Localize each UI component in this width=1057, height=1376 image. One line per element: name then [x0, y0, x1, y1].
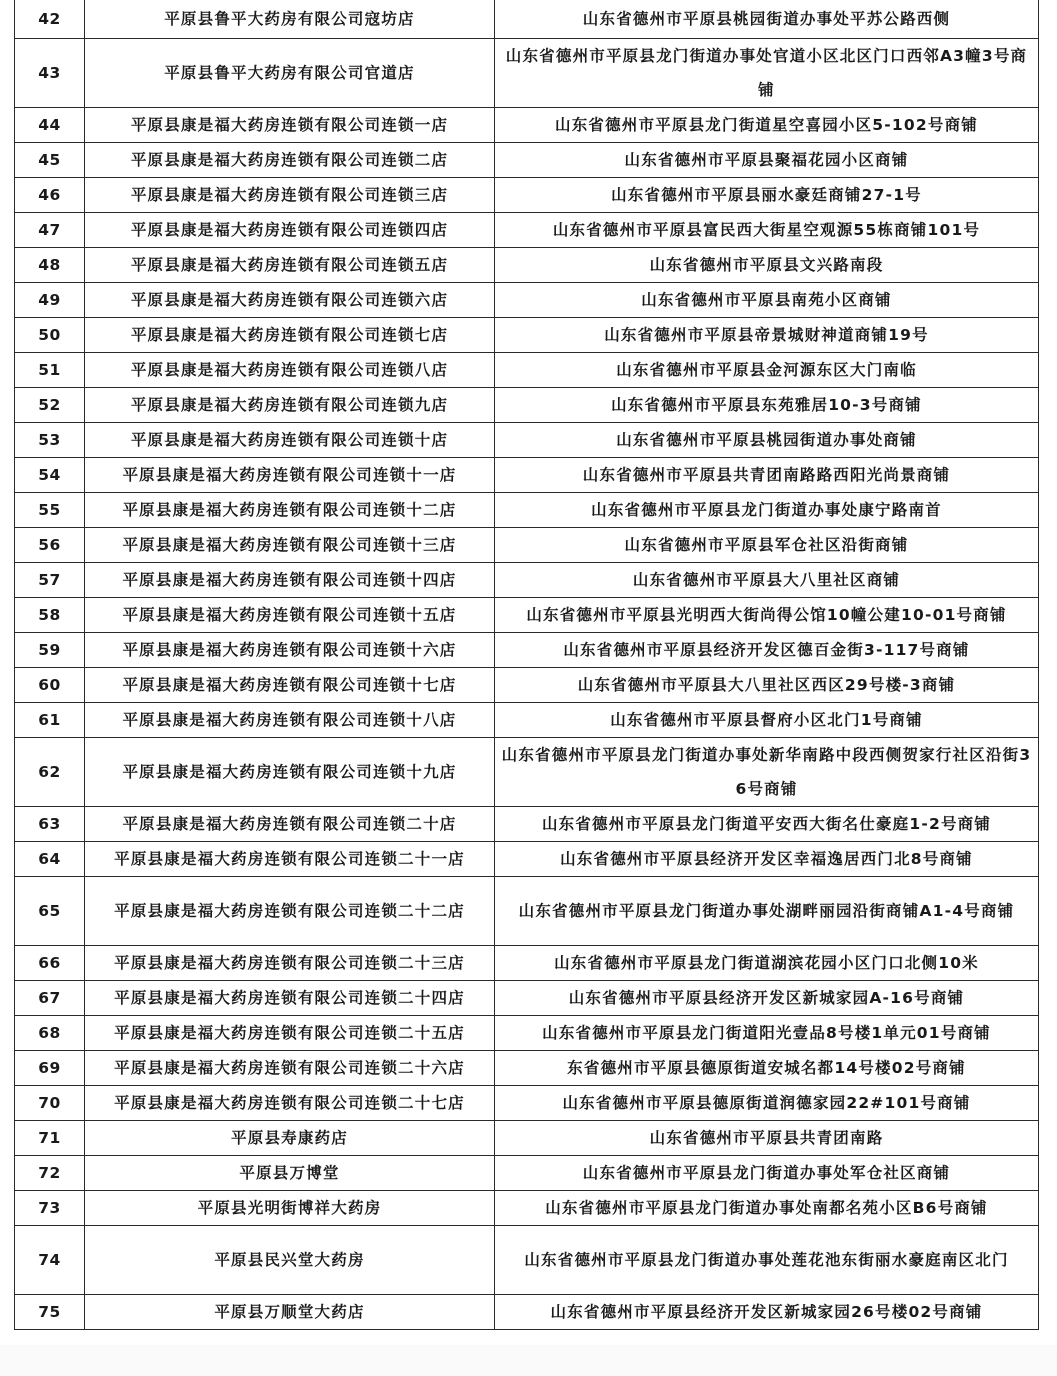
- pharmacy-name: 平原县鲁平大药房有限公司寇坊店: [85, 0, 495, 39]
- pharmacy-name: 平原县康是福大药房连锁有限公司连锁二十二店: [85, 877, 495, 946]
- table-row: [15, 39, 1039, 108]
- row-number: 62: [15, 738, 85, 807]
- table-row: [15, 877, 1039, 946]
- pharmacy-name: 平原县康是福大药房连锁有限公司连锁十九店: [85, 738, 495, 807]
- pharmacy-address: 山东省德州市平原县经济开发区新城家园A-16号商铺: [495, 981, 1039, 1016]
- pharmacy-name: 平原县康是福大药房连锁有限公司连锁二十六店: [85, 1051, 495, 1086]
- row-number: 71: [15, 1121, 85, 1156]
- pharmacy-name: 平原县康是福大药房连锁有限公司连锁二十一店: [85, 842, 495, 877]
- pharmacy-name: 平原县康是福大药房连锁有限公司连锁二十店: [85, 807, 495, 842]
- pharmacy-address: 山东省德州市平原县共青团南路: [495, 1121, 1039, 1156]
- pharmacy-name: 平原县鲁平大药房有限公司官道店: [85, 39, 495, 108]
- table-row: [15, 668, 1039, 703]
- row-number: 44: [15, 108, 85, 143]
- row-number: 66: [15, 946, 85, 981]
- table-row: [15, 248, 1039, 283]
- row-number: 67: [15, 981, 85, 1016]
- pharmacy-address: 东省德州市平原县德原街道安城名都14号楼02号商铺: [495, 1051, 1039, 1086]
- pharmacy-name: 平原县康是福大药房连锁有限公司连锁二十四店: [85, 981, 495, 1016]
- pharmacy-name: 平原县康是福大药房连锁有限公司连锁四店: [85, 213, 495, 248]
- pharmacy-name: 平原县康是福大药房连锁有限公司连锁二十三店: [85, 946, 495, 981]
- row-number: 47: [15, 213, 85, 248]
- pharmacy-address: 山东省德州市平原县光明西大街尚得公馆10幢公建10-01号商铺: [495, 598, 1039, 633]
- pharmacy-address: 山东省德州市平原县文兴路南段: [495, 248, 1039, 283]
- table-row: [15, 1086, 1039, 1121]
- pharmacy-name: 平原县康是福大药房连锁有限公司连锁一店: [85, 108, 495, 143]
- table-row: [15, 807, 1039, 842]
- pharmacy-name: 平原县康是福大药房连锁有限公司连锁十六店: [85, 633, 495, 668]
- pharmacy-address: 山东省德州市平原县军仓社区沿街商铺: [495, 528, 1039, 563]
- pharmacy-address: 山东省德州市平原县经济开发区幸福逸居西门北8号商铺: [495, 842, 1039, 877]
- table-row: [15, 108, 1039, 143]
- row-number: 51: [15, 353, 85, 388]
- pharmacy-name: 平原县康是福大药房连锁有限公司连锁十八店: [85, 703, 495, 738]
- row-number: 43: [15, 39, 85, 108]
- table-row: [15, 1156, 1039, 1191]
- pharmacy-address: 山东省德州市平原县龙门街道办事处新华南路中段西侧贺家行社区沿街36号商铺: [495, 738, 1039, 807]
- pharmacy-address: 山东省德州市平原县龙门街道办事处湖畔丽园沿街商铺A1-4号商铺: [495, 877, 1039, 946]
- row-number: 63: [15, 807, 85, 842]
- row-number: 74: [15, 1226, 85, 1295]
- pharmacy-address: 山东省德州市平原县龙门街道办事处康宁路南首: [495, 493, 1039, 528]
- pharmacy-name: 平原县寿康药店: [85, 1121, 495, 1156]
- pharmacy-address: 山东省德州市平原县德原街道润德家园22#101号商铺: [495, 1086, 1039, 1121]
- pharmacy-name: 平原县康是福大药房连锁有限公司连锁二十五店: [85, 1016, 495, 1051]
- pharmacy-address: 山东省德州市平原县督府小区北门1号商铺: [495, 703, 1039, 738]
- pharmacy-name: 平原县康是福大药房连锁有限公司连锁十七店: [85, 668, 495, 703]
- pharmacy-name: 平原县康是福大药房连锁有限公司连锁五店: [85, 248, 495, 283]
- pharmacy-address: 山东省德州市平原县丽水豪廷商铺27-1号: [495, 178, 1039, 213]
- pharmacy-name: 平原县康是福大药房连锁有限公司连锁十四店: [85, 563, 495, 598]
- pharmacy-address: 山东省德州市平原县金河源东区大门南临: [495, 353, 1039, 388]
- pharmacy-address: 山东省德州市平原县龙门街道星空喜园小区5-102号商铺: [495, 108, 1039, 143]
- row-number: 60: [15, 668, 85, 703]
- pharmacy-address: 山东省德州市平原县桃园街道办事处商铺: [495, 423, 1039, 458]
- pharmacy-name: 平原县康是福大药房连锁有限公司连锁二十七店: [85, 1086, 495, 1121]
- row-number: 73: [15, 1191, 85, 1226]
- pharmacy-address: 山东省德州市平原县龙门街道办事处南都名苑小区B6号商铺: [495, 1191, 1039, 1226]
- row-number: 48: [15, 248, 85, 283]
- pharmacy-name: 平原县民兴堂大药房: [85, 1226, 495, 1295]
- table-row: [15, 633, 1039, 668]
- table-row: [15, 563, 1039, 598]
- row-number: 45: [15, 143, 85, 178]
- row-number: 70: [15, 1086, 85, 1121]
- row-number: 58: [15, 598, 85, 633]
- table-row: [15, 493, 1039, 528]
- pharmacy-name: 平原县康是福大药房连锁有限公司连锁三店: [85, 178, 495, 213]
- pharmacy-address: 山东省德州市平原县富民西大街星空观源55栋商铺101号: [495, 213, 1039, 248]
- pharmacy-name: 平原县康是福大药房连锁有限公司连锁十一店: [85, 458, 495, 493]
- pharmacy-address: 山东省德州市平原县大八里社区商铺: [495, 563, 1039, 598]
- table-row: [15, 946, 1039, 981]
- pharmacy-name: 平原县光明街博祥大药房: [85, 1191, 495, 1226]
- table-row: [15, 283, 1039, 318]
- table-row: [15, 388, 1039, 423]
- table-row: [15, 318, 1039, 353]
- pharmacy-address: 山东省德州市平原县帝景城财神道商铺19号: [495, 318, 1039, 353]
- table-row: [15, 528, 1039, 563]
- pharmacy-name: 平原县康是福大药房连锁有限公司连锁十三店: [85, 528, 495, 563]
- page-bottom-margin: [0, 1345, 1057, 1376]
- table-row: [15, 213, 1039, 248]
- pharmacy-address: 山东省德州市平原县龙门街道办事处莲花池东街丽水豪庭南区北门: [495, 1226, 1039, 1295]
- row-number: 50: [15, 318, 85, 353]
- pharmacy-name: 平原县万博堂: [85, 1156, 495, 1191]
- pharmacy-address: 山东省德州市平原县桃园街道办事处平苏公路西侧: [495, 0, 1039, 39]
- row-number: 57: [15, 563, 85, 598]
- table-row: [15, 1226, 1039, 1295]
- table-row: [15, 458, 1039, 493]
- table-row: [15, 703, 1039, 738]
- pharmacy-address: 山东省德州市平原县共青团南路路西阳光尚景商铺: [495, 458, 1039, 493]
- pharmacy-name: 平原县康是福大药房连锁有限公司连锁十二店: [85, 493, 495, 528]
- row-number: 68: [15, 1016, 85, 1051]
- table-row: [15, 1295, 1039, 1330]
- table-row: [15, 178, 1039, 213]
- row-number: 52: [15, 388, 85, 423]
- pharmacy-address: 山东省德州市平原县东苑雅居10-3号商铺: [495, 388, 1039, 423]
- table-row: [15, 1051, 1039, 1086]
- table-row: [15, 423, 1039, 458]
- pharmacy-address: 山东省德州市平原县聚福花园小区商铺: [495, 143, 1039, 178]
- row-number: 61: [15, 703, 85, 738]
- pharmacy-address: 山东省德州市平原县龙门街道阳光壹品8号楼1单元01号商铺: [495, 1016, 1039, 1051]
- pharmacy-address: 山东省德州市平原县龙门街道湖滨花园小区门口北侧10米: [495, 946, 1039, 981]
- pharmacy-name: 平原县康是福大药房连锁有限公司连锁十店: [85, 423, 495, 458]
- pharmacy-name: 平原县万顺堂大药店: [85, 1295, 495, 1330]
- row-number: 42: [15, 0, 85, 39]
- pharmacy-name: 平原县康是福大药房连锁有限公司连锁九店: [85, 388, 495, 423]
- row-number: 69: [15, 1051, 85, 1086]
- table-row: [15, 842, 1039, 877]
- row-number: 55: [15, 493, 85, 528]
- pharmacy-address: 山东省德州市平原县经济开发区新城家园26号楼02号商铺: [495, 1295, 1039, 1330]
- row-number: 64: [15, 842, 85, 877]
- row-number: 49: [15, 283, 85, 318]
- pharmacy-address: 山东省德州市平原县龙门街道办事处军仓社区商铺: [495, 1156, 1039, 1191]
- table-row: [15, 738, 1039, 807]
- row-number: 56: [15, 528, 85, 563]
- row-number: 53: [15, 423, 85, 458]
- row-number: 65: [15, 877, 85, 946]
- table-row: [15, 981, 1039, 1016]
- table-row: [15, 1016, 1039, 1051]
- pharmacy-table: [14, 0, 1039, 1330]
- row-number: 75: [15, 1295, 85, 1330]
- pharmacy-address: 山东省德州市平原县龙门街道平安西大街名仕豪庭1-2号商铺: [495, 807, 1039, 842]
- table-row: [15, 1191, 1039, 1226]
- row-number: 46: [15, 178, 85, 213]
- pharmacy-address: 山东省德州市平原县经济开发区德百金街3-117号商铺: [495, 633, 1039, 668]
- pharmacy-name: 平原县康是福大药房连锁有限公司连锁十五店: [85, 598, 495, 633]
- table-row: [15, 143, 1039, 178]
- pharmacy-address: 山东省德州市平原县大八里社区西区29号楼-3商铺: [495, 668, 1039, 703]
- row-number: 54: [15, 458, 85, 493]
- pharmacy-name: 平原县康是福大药房连锁有限公司连锁六店: [85, 283, 495, 318]
- pharmacy-name: 平原县康是福大药房连锁有限公司连锁二店: [85, 143, 495, 178]
- table-row: [15, 598, 1039, 633]
- table-row: [15, 1121, 1039, 1156]
- pharmacy-name: 平原县康是福大药房连锁有限公司连锁八店: [85, 353, 495, 388]
- pharmacy-address: 山东省德州市平原县龙门街道办事处官道小区北区门口西邻A3幢3号商铺: [495, 39, 1039, 108]
- pharmacy-name: 平原县康是福大药房连锁有限公司连锁七店: [85, 318, 495, 353]
- row-number: 72: [15, 1156, 85, 1191]
- row-number: 59: [15, 633, 85, 668]
- pharmacy-list-sheet: [14, 0, 1038, 1330]
- table-row: [15, 0, 1039, 39]
- table-row: [15, 353, 1039, 388]
- pharmacy-address: 山东省德州市平原县南苑小区商铺: [495, 283, 1039, 318]
